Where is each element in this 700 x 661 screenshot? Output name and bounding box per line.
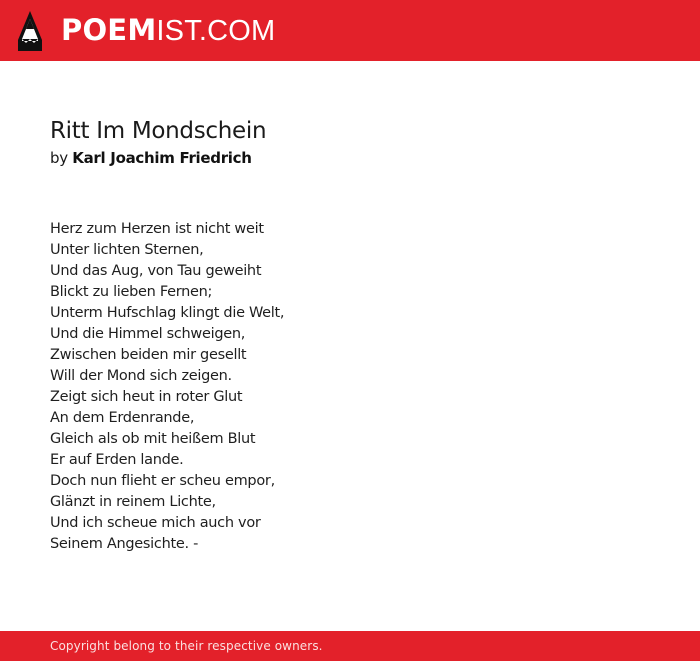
logo-bold-text: POEM: [61, 12, 157, 47]
pencil-tip-icon[interactable]: [18, 11, 42, 51]
site-logo-link[interactable]: [61, 12, 276, 47]
poem-line: Glänzt in reinem Lichte,: [50, 494, 216, 510]
poem-line: Und das Aug, von Tau geweiht: [50, 263, 262, 279]
copyright-text: Copyright belong to their respective owners.: [50, 639, 323, 653]
poem-body: [50, 219, 284, 555]
poem-title: Ritt Im Mondschein: [50, 118, 267, 144]
poem-line: Blickt zu lieben Fernen;: [50, 284, 213, 300]
poem-line: Er auf Erden lande.: [50, 452, 184, 468]
poem-line: Und ich scheue mich auch vor: [50, 515, 261, 531]
poem-line: An dem Erdenrande,: [50, 410, 195, 426]
logo-light-text: IST.COM: [156, 14, 276, 47]
poem-header: [50, 116, 650, 168]
site-footer: [0, 631, 700, 661]
poem-line: Seinem Angesichte. -: [50, 536, 199, 552]
poem-line: Doch nun flieht er scheu empor,: [50, 473, 275, 489]
poem-line: Und die Himmel schweigen,: [50, 326, 246, 342]
poem-line: Unterm Hufschlag klingt die Welt,: [50, 305, 285, 321]
byline: [50, 148, 650, 168]
poem-line: Zeigt sich heut in roter Glut: [50, 389, 243, 405]
poem-line: Gleich als ob mit heißem Blut: [50, 431, 256, 447]
poem-author: Karl Joachim Friedrich: [72, 149, 252, 167]
site-header: [0, 0, 700, 61]
poem-line: Herz zum Herzen ist nicht weit: [50, 221, 264, 237]
by-label: by: [50, 149, 68, 167]
poem-line: Unter lichten Sternen,: [50, 242, 204, 258]
poem-line: Will der Mond sich zeigen.: [50, 368, 232, 384]
poem-line: Zwischen beiden mir gesellt: [50, 347, 247, 363]
